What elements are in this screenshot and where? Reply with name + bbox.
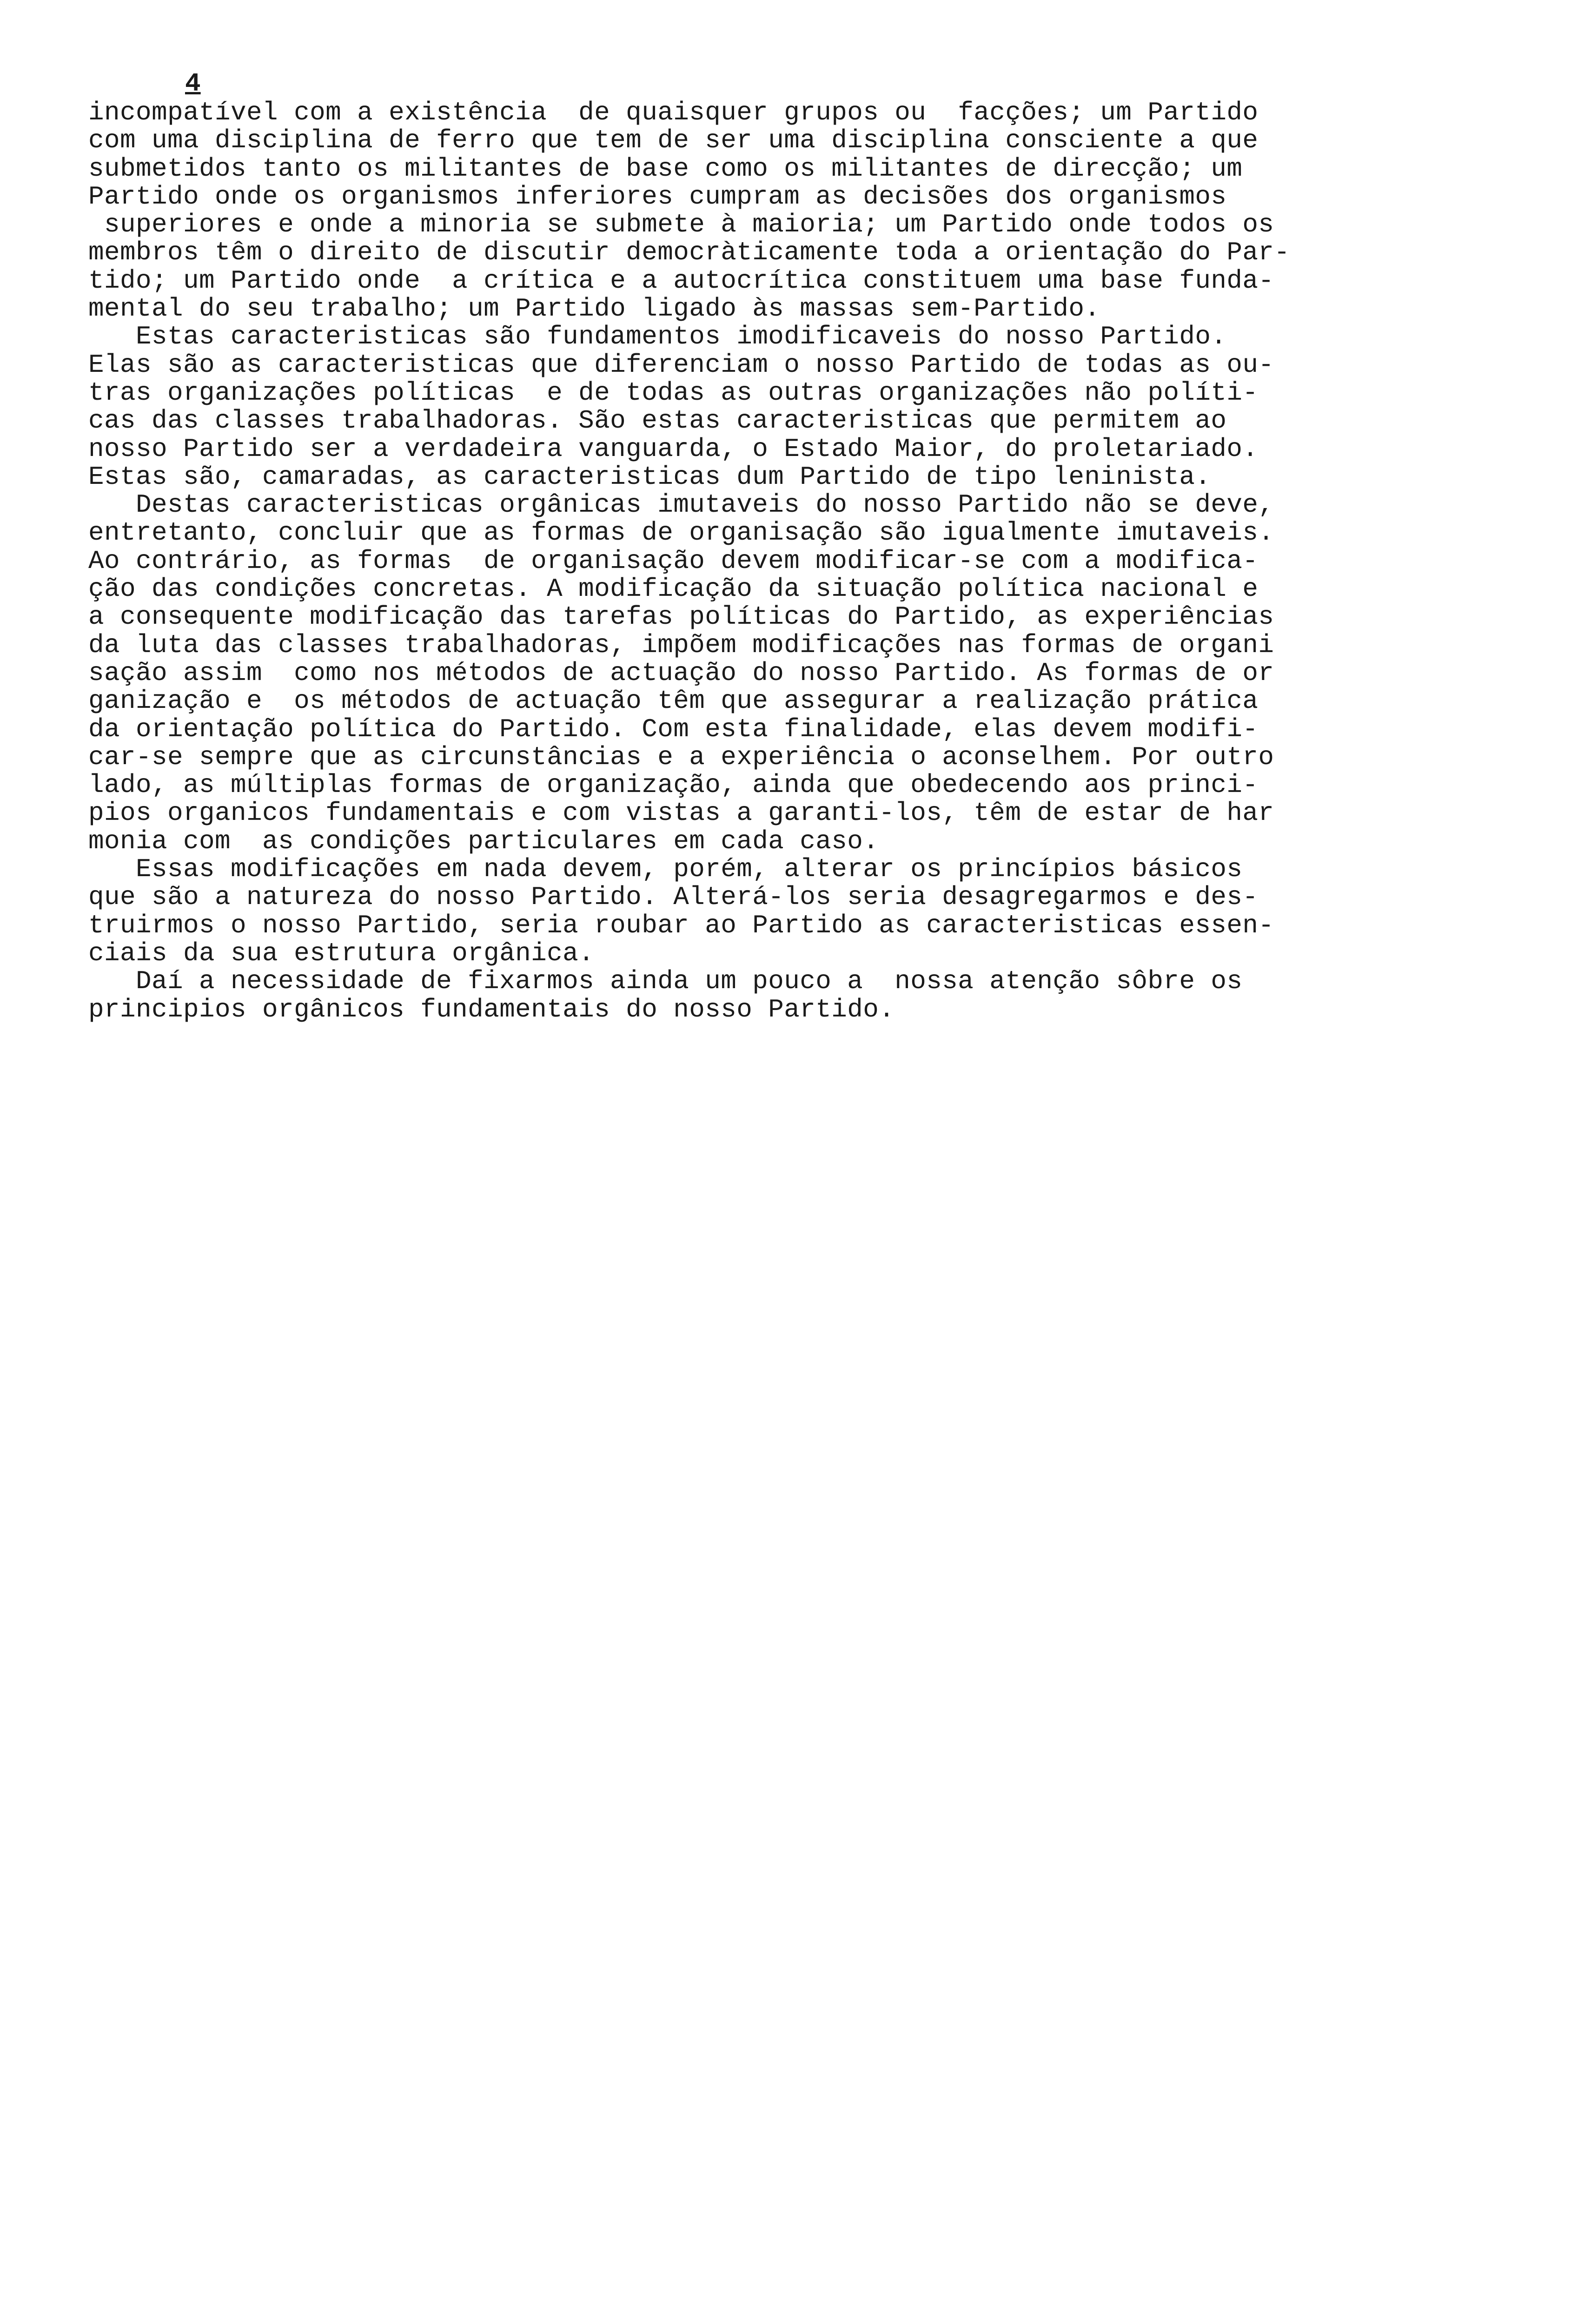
text-line: sação assim como nos métodos de actuação do nosso Partido. As formas de or <box>88 658 1274 688</box>
text-line: da luta das classes trabalhadoras, impõem modificações nas formas de organi <box>88 630 1274 660</box>
text-line: Estas são, camaradas, as caracteristicas dum Partido de tipo leninista. <box>88 462 1211 492</box>
text-line: com uma disciplina de ferro que tem de ser uma disciplina consciente a que <box>88 125 1259 156</box>
text-line: pios organicos fundamentais e com vistas a garanti-los, têm de estar de har <box>88 798 1274 828</box>
text-line: que são a natureza do nosso Partido. Alterá-los seria desagregarmos e des- <box>88 882 1259 912</box>
text-line: submetidos tanto os militantes de base como os militantes de direcção; um <box>88 153 1243 184</box>
text-line: superiores e onde a minoria se submete à maioria; um Partido onde todos os <box>88 210 1274 240</box>
body-text <box>88 99 1511 1023</box>
text-line: Essas modificações em nada devem, porém, alterar os princípios básicos <box>88 854 1243 885</box>
text-line: cas das classes trabalhadoras. São estas caracteristicas que permitem ao <box>88 406 1227 436</box>
text-line: Elas são as caracteristicas que diferenciam o nosso Partido de todas as ou- <box>88 350 1274 380</box>
text-line: Partido onde os organismos inferiores cumpram as decisões dos organismos <box>88 181 1227 211</box>
text-line: tido; um Partido onde a crítica e a autocrítica constituem uma base funda- <box>88 265 1274 296</box>
text-line: Daí a necessidade de fixarmos ainda um pouco a nossa atenção sôbre os <box>88 966 1243 997</box>
text-line: membros têm o direito de discutir democràticamente toda a orientação do Par- <box>88 238 1290 268</box>
text-line: da orientação política do Partido. Com esta finalidade, elas devem modifi- <box>88 714 1259 744</box>
page-number: 4 <box>185 69 201 99</box>
text-line: car-se sempre que as circunstâncias e a experiência o aconselhem. Por outro <box>88 742 1274 772</box>
text-line: monia com as condições particulares em cada caso. <box>88 826 879 856</box>
text-line: Estas caracteristicas são fundamentos imodificaveis do nosso Partido. <box>88 322 1227 352</box>
text-line: incompatível com a existência de quaisquer grupos ou facções; um Partido <box>88 98 1259 127</box>
text-line: entretanto, concluir que as formas de organisação são igualmente imutaveis. <box>88 518 1274 548</box>
text-line: mental do seu trabalho; um Partido ligado às massas sem-Partido. <box>88 294 1100 324</box>
text-line: Ao contrário, as formas de organisação devem modificar-se com a modifica- <box>88 546 1259 576</box>
text-line: ção das condições concretas. A modificação da situação política nacional e <box>88 574 1259 604</box>
text-line: lado, as múltiplas formas de organização, ainda que obedecendo aos princi- <box>88 770 1259 800</box>
text-line: Destas caracteristicas orgânicas imutaveis do nosso Partido não se deve, <box>88 490 1274 520</box>
text-line: nosso Partido ser a verdadeira vanguarda, o Estado Maior, do proletariado. <box>88 434 1259 464</box>
text-line: truirmos o nosso Partido, seria roubar ao Partido as caracteristicas essen- <box>88 910 1274 940</box>
text-line: ciais da sua estrutura orgânica. <box>88 938 595 968</box>
text-line: ganização e os métodos de actuação têm que assegurar a realização prática <box>88 686 1259 716</box>
text-line: principios orgânicos fundamentais do nosso Partido. <box>88 994 895 1024</box>
text-line: tras organizações políticas e de todas as outras organizações não políti- <box>88 377 1259 408</box>
text-line: a consequente modificação das tarefas políticas do Partido, as experiências <box>88 602 1274 632</box>
